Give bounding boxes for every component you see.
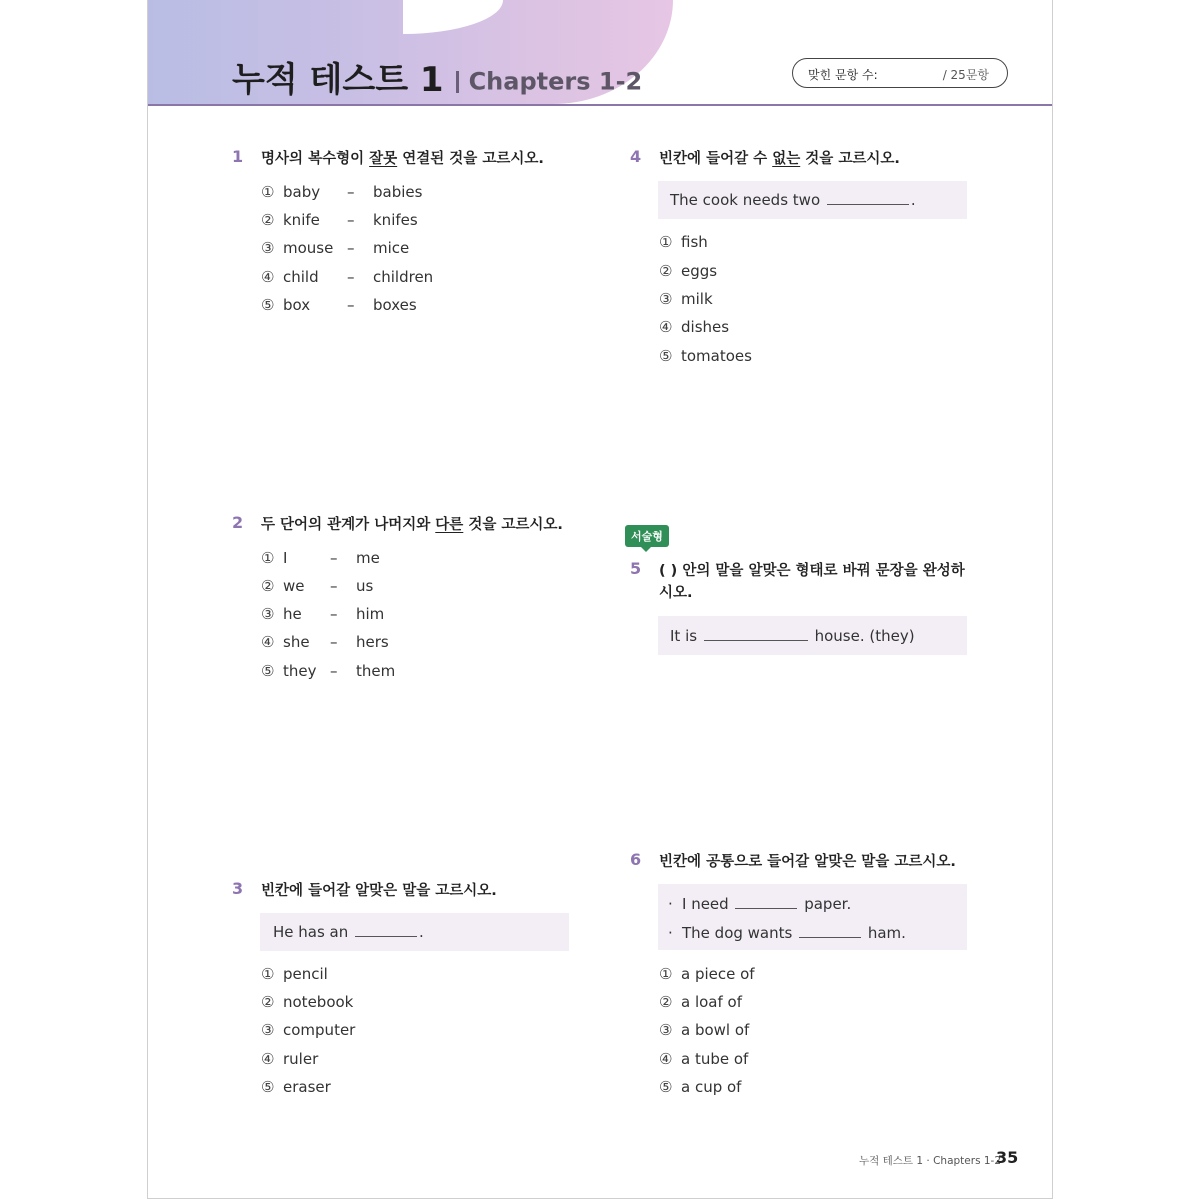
- score-total: / 25문항: [942, 68, 989, 82]
- question-text-underlined: 다른: [435, 517, 464, 533]
- title-main: 누적 테스트 1: [232, 60, 444, 100]
- sentence-text-post: .: [910, 191, 916, 209]
- choice-plural: children: [373, 268, 434, 286]
- choice-number: ③: [659, 1021, 673, 1039]
- choice-label: tomatoes: [681, 347, 752, 365]
- footer-section-label: 누적 테스트 1 · Chapters 1-2: [859, 1155, 1002, 1167]
- answer-blank[interactable]: [355, 922, 417, 937]
- sentence-text-pre: It is: [670, 627, 702, 645]
- question-text-line-1: ( ) 안의 말을 알맞은 형태로 바꿔 문장을 완성하: [659, 563, 965, 579]
- sentence-box: [658, 616, 967, 655]
- choice-word: baby: [283, 183, 321, 201]
- choice-item[interactable]: [659, 991, 742, 1013]
- question-text: 빈칸에 들어갈 알맞은 말을 고르시오.: [261, 883, 497, 899]
- choice-word: they: [283, 662, 317, 680]
- bullet: ·: [668, 924, 673, 942]
- choice-plural: mice: [373, 239, 410, 257]
- question-number: 1: [232, 147, 244, 166]
- choice-label: eggs: [681, 262, 718, 280]
- choice-item[interactable]: [659, 260, 717, 282]
- sentence-box: [260, 913, 569, 951]
- question-text-pre: 두 단어의 관계가 나머지와: [261, 517, 436, 533]
- sentence-text-post: paper.: [799, 895, 852, 913]
- question-4: [630, 147, 1010, 367]
- question-number: 6: [630, 850, 642, 869]
- answer-blank[interactable]: [799, 923, 861, 938]
- answer-blank[interactable]: [704, 626, 808, 641]
- choice-item[interactable]: [659, 1076, 741, 1098]
- choice-label: milk: [681, 290, 713, 308]
- choice-number: ②: [261, 577, 275, 595]
- choice-word: knife: [283, 211, 320, 229]
- choice-item[interactable]: [659, 345, 752, 367]
- question-1: [232, 147, 612, 327]
- choice-dash: –: [347, 211, 355, 229]
- choice-number: ③: [261, 239, 275, 257]
- sentence-text-post: ham.: [863, 924, 906, 942]
- choice-number: ④: [261, 268, 275, 286]
- sentence-text-pre: He has an: [273, 923, 354, 941]
- choice-item[interactable]: [659, 1048, 748, 1070]
- short-answer-badge: 서술형: [625, 525, 669, 547]
- choice-item[interactable]: [261, 660, 396, 682]
- choice-word: he: [283, 605, 302, 623]
- score-box: [792, 58, 1008, 88]
- sentence-text-pre: The dog wants: [682, 924, 798, 942]
- choice-dash: –: [330, 577, 338, 595]
- choice-plural: knifes: [373, 211, 418, 229]
- question-text-post: 것을 고르시오.: [463, 517, 563, 533]
- question-5: [630, 530, 1010, 669]
- choice-label: notebook: [283, 993, 354, 1011]
- choice-item[interactable]: [261, 294, 417, 316]
- title-separator: [456, 71, 459, 93]
- choice-number: ④: [659, 1050, 673, 1068]
- sentence-line: [668, 923, 906, 942]
- question-text: [261, 513, 563, 534]
- page-title: [232, 52, 642, 101]
- worksheet-page: [147, 0, 1053, 1199]
- choice-number: ⑤: [659, 1078, 673, 1096]
- header-band: [148, 0, 1052, 106]
- choice-number: ①: [261, 965, 275, 983]
- bullet: ·: [668, 895, 673, 913]
- choice-label: a bowl of: [681, 1021, 750, 1039]
- question-2: [232, 513, 612, 693]
- answer-blank[interactable]: [827, 190, 909, 205]
- choice-item[interactable]: [261, 1019, 355, 1041]
- choice-item[interactable]: [659, 963, 755, 985]
- choice-item[interactable]: [659, 316, 729, 338]
- choice-number: ③: [659, 290, 673, 308]
- choice-dash: –: [330, 549, 338, 567]
- sentence-text-post: house. (they): [809, 627, 915, 645]
- choice-item[interactable]: [261, 237, 410, 259]
- question-text-underlined: 없는: [772, 151, 801, 167]
- choice-number: ⑤: [659, 347, 673, 365]
- question-number: 5: [630, 559, 642, 578]
- choice-word: box: [283, 296, 311, 314]
- choice-label: a tube of: [681, 1050, 749, 1068]
- sentence-text-post: .: [419, 923, 424, 941]
- sentence-box: [658, 181, 967, 219]
- score-label: 맞힌 문항 수:: [808, 68, 878, 82]
- question-text-line-2: 시오.: [659, 585, 693, 601]
- choice-item[interactable]: [261, 603, 385, 625]
- choice-number: ②: [659, 993, 673, 1011]
- choice-number: ④: [261, 633, 275, 651]
- choice-plural: babies: [373, 183, 423, 201]
- choice-dash: –: [347, 296, 355, 314]
- sentence-line: [668, 894, 851, 913]
- choice-plural: boxes: [373, 296, 417, 314]
- choice-pair-word: him: [356, 605, 385, 623]
- choice-label: pencil: [283, 965, 328, 983]
- choice-number: ④: [261, 1050, 275, 1068]
- question-text-pre: 명사의 복수형이: [261, 151, 370, 167]
- choice-item[interactable]: [261, 1076, 331, 1098]
- sentence-line: [670, 190, 916, 209]
- choice-number: ①: [659, 233, 673, 251]
- choice-dash: –: [347, 268, 355, 286]
- title-sub: Chapters 1-2: [468, 67, 643, 96]
- choice-number: ③: [261, 1021, 275, 1039]
- choice-item[interactable]: [261, 991, 353, 1013]
- choice-label: computer: [283, 1021, 356, 1039]
- choice-number: ④: [659, 318, 673, 336]
- choice-label: a loaf of: [681, 993, 743, 1011]
- page-number: 35: [996, 1148, 1019, 1167]
- choice-item[interactable]: [659, 288, 713, 310]
- choice-label: dishes: [681, 318, 730, 336]
- choice-label: eraser: [283, 1078, 331, 1096]
- choice-label: a piece of: [681, 965, 755, 983]
- choice-number: ③: [261, 605, 275, 623]
- choice-item[interactable]: [261, 575, 374, 597]
- choice-word: mouse: [283, 239, 334, 257]
- choice-item[interactable]: [261, 963, 328, 985]
- sentence-text-pre: I need: [682, 895, 734, 913]
- choice-number: ②: [261, 993, 275, 1011]
- choice-number: ⑤: [261, 296, 275, 314]
- choice-dash: –: [347, 239, 355, 257]
- sentence-line: [273, 922, 424, 941]
- choice-word: I: [283, 549, 288, 567]
- choice-number: ①: [261, 549, 275, 567]
- choice-number: ①: [659, 965, 673, 983]
- choice-dash: –: [330, 633, 338, 651]
- choice-dash: –: [330, 605, 338, 623]
- choice-item[interactable]: [659, 231, 708, 253]
- choice-number: ②: [659, 262, 673, 280]
- choice-number: ⑤: [261, 662, 275, 680]
- choice-word: she: [283, 633, 310, 651]
- choice-pair-word: them: [356, 662, 396, 680]
- choice-word: we: [283, 577, 305, 595]
- choice-item[interactable]: [261, 547, 380, 569]
- sentence-text-pre: The cook needs two: [670, 191, 825, 209]
- question-text: [659, 147, 900, 168]
- choice-label: fish: [681, 233, 708, 251]
- choice-number: ②: [261, 211, 275, 229]
- sentence-line: [670, 626, 915, 645]
- choice-word: child: [283, 268, 319, 286]
- choice-pair-word: me: [356, 549, 380, 567]
- question-number: 4: [630, 147, 642, 166]
- choice-item[interactable]: [261, 1048, 318, 1070]
- question-number: 2: [232, 513, 244, 532]
- choice-dash: –: [347, 183, 355, 201]
- question-text-pre: 빈칸에 들어갈 수: [659, 151, 773, 167]
- choice-dash: –: [330, 662, 338, 680]
- choice-item[interactable]: [261, 266, 434, 288]
- question-3: [232, 879, 612, 1099]
- answer-blank[interactable]: [735, 894, 797, 909]
- choice-label: a cup of: [681, 1078, 742, 1096]
- choice-pair-word: hers: [356, 633, 389, 651]
- choice-item[interactable]: [261, 181, 423, 203]
- choice-number: ①: [261, 183, 275, 201]
- question-text-underlined: 잘못: [369, 151, 398, 167]
- choice-item[interactable]: [659, 1019, 749, 1041]
- question-text-post: 것을 고르시오.: [800, 151, 900, 167]
- choice-item[interactable]: [261, 631, 389, 653]
- choice-item[interactable]: [261, 209, 418, 231]
- question-text: 빈칸에 공통으로 들어갈 알맞은 말을 고르시오.: [659, 854, 956, 870]
- question-text: [261, 147, 544, 168]
- choice-label: ruler: [283, 1050, 319, 1068]
- choice-pair-word: us: [356, 577, 374, 595]
- choice-number: ⑤: [261, 1078, 275, 1096]
- question-number: 3: [232, 879, 244, 898]
- question-6: [630, 850, 1010, 1100]
- sentence-box: [658, 884, 967, 950]
- question-text-post: 연결된 것을 고르시오.: [397, 151, 544, 167]
